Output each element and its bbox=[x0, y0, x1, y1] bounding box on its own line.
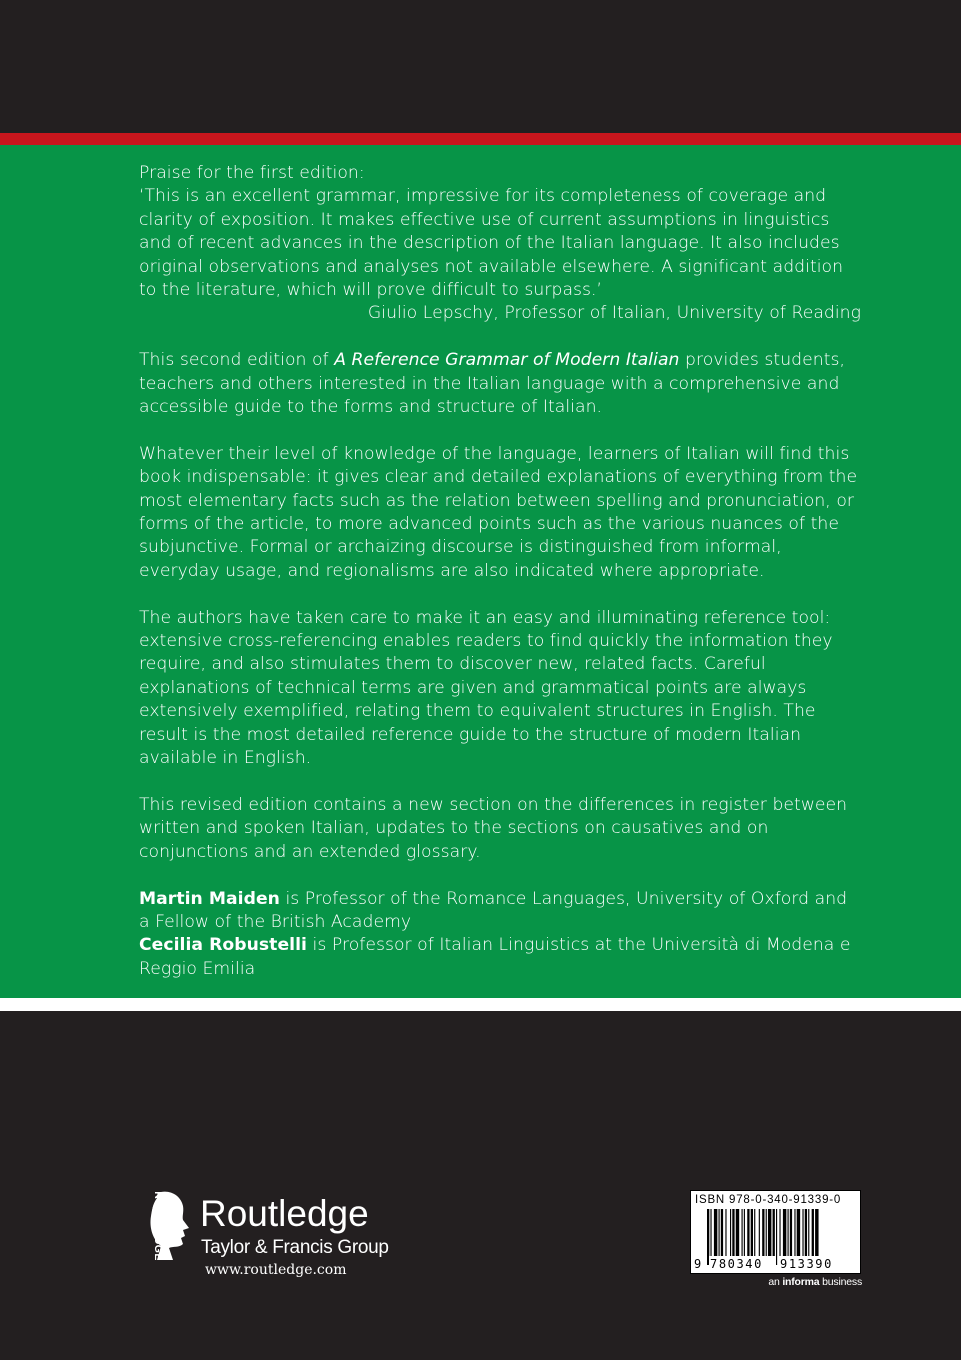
praise-block bbox=[139, 162, 861, 326]
praise-attribution: Giulio Lepschy, Professor of Italian, University of Reading bbox=[367, 303, 861, 324]
book-title: A Reference Grammar of Modern Italian bbox=[334, 350, 680, 371]
routledge-profile-icon bbox=[139, 1190, 191, 1262]
barcode-bar bbox=[776, 1209, 777, 1265]
praise-heading: Praise for the first edition: bbox=[139, 163, 365, 183]
publisher-name: Routledge bbox=[200, 1193, 369, 1234]
informa-suffix: business bbox=[819, 1276, 862, 1288]
informa-brand: informa bbox=[782, 1276, 820, 1288]
author-name: Martin Maiden bbox=[139, 888, 280, 909]
barcode-bars bbox=[693, 1209, 858, 1271]
isbn-number: ISBN 978-0-340-91339-0 bbox=[695, 1194, 842, 1206]
barcode-bar bbox=[707, 1209, 709, 1265]
author-bio: is Professor of Italian Linguistics at the Università di Modena e Reggio Emilia bbox=[139, 935, 851, 979]
logo-vertical-mark: ROUTLEDGE bbox=[152, 1191, 164, 1261]
intro-rest: provides students, teachers and others interested in the Italian language with a comprehensive and accessible guide to the forms and structure of Italian. bbox=[139, 350, 845, 418]
informa-prefix: an bbox=[768, 1276, 783, 1288]
blurb-text bbox=[139, 162, 861, 981]
red-stripe bbox=[0, 133, 961, 145]
intro-paragraph bbox=[139, 349, 861, 419]
publisher-group: Taylor & Francis Group bbox=[201, 1237, 389, 1258]
bottom-band bbox=[0, 1011, 961, 1360]
barcode-digits-right: 913390 bbox=[780, 1257, 833, 1271]
barcode-digit-lead: 9 bbox=[694, 1257, 702, 1271]
author-name: Cecilia Robustelli bbox=[139, 935, 307, 956]
author-bio: is Professor of the Romance Languages, University of Oxford and a Fellow of the British Academy bbox=[139, 888, 848, 932]
description-paragraph-1: Whatever their level of knowledge of the language, learners of Italian will find this book indispensable: it gives clear and detailed explanations of everything from the most elementary facts such as the relation between spelling and pronunciation, or forms of the article, to more advanced points such as the various nuances of the subjunctive. Formal or archaizing discourse is distinguished from informal, everyday usage, and regionalisms are also indicated where appropriate. bbox=[139, 443, 858, 581]
informa-business-label bbox=[690, 1276, 862, 1289]
praise-quote: ‘This is an excellent grammar, impressive for its completeness of coverage and clarity of exposition. It makes effective use of current assumptions in linguistics and of recent advances in the description of the Italian language. It also includes original observations and analyses not available elsewhere. A significant addition to the literature, which will prove difficult to surpass.’ bbox=[139, 186, 844, 301]
top-band bbox=[0, 0, 961, 133]
intro-lead: This second edition of bbox=[139, 350, 335, 371]
author-bio-2 bbox=[139, 934, 861, 981]
author-bio-1 bbox=[139, 888, 861, 935]
routledge-logo bbox=[139, 1190, 399, 1282]
barcode-digits-left: 780340 bbox=[710, 1257, 763, 1271]
description-paragraph-3: This revised edition contains a new section on the differences in register between written and spoken Italian, updates to the sections on causatives and on conjunctions and an extended glossary. bbox=[139, 794, 848, 862]
isbn-barcode bbox=[690, 1190, 861, 1274]
description-paragraph-2: The authors have taken care to make it an easy and illuminating reference tool: extensive cross-referencing enables readers to find quickly the information they require, and also stimulates them to discover new, related facts. Careful explanations of technical terms are given and grammatical points are always extensively exemplified, relating them to equivalent structures in English. The result is the most detailed reference guide to the structure of modern Italian available in English. bbox=[139, 607, 833, 769]
publisher-url: www.routledge.com bbox=[205, 1262, 347, 1278]
white-stripe bbox=[0, 998, 961, 1011]
